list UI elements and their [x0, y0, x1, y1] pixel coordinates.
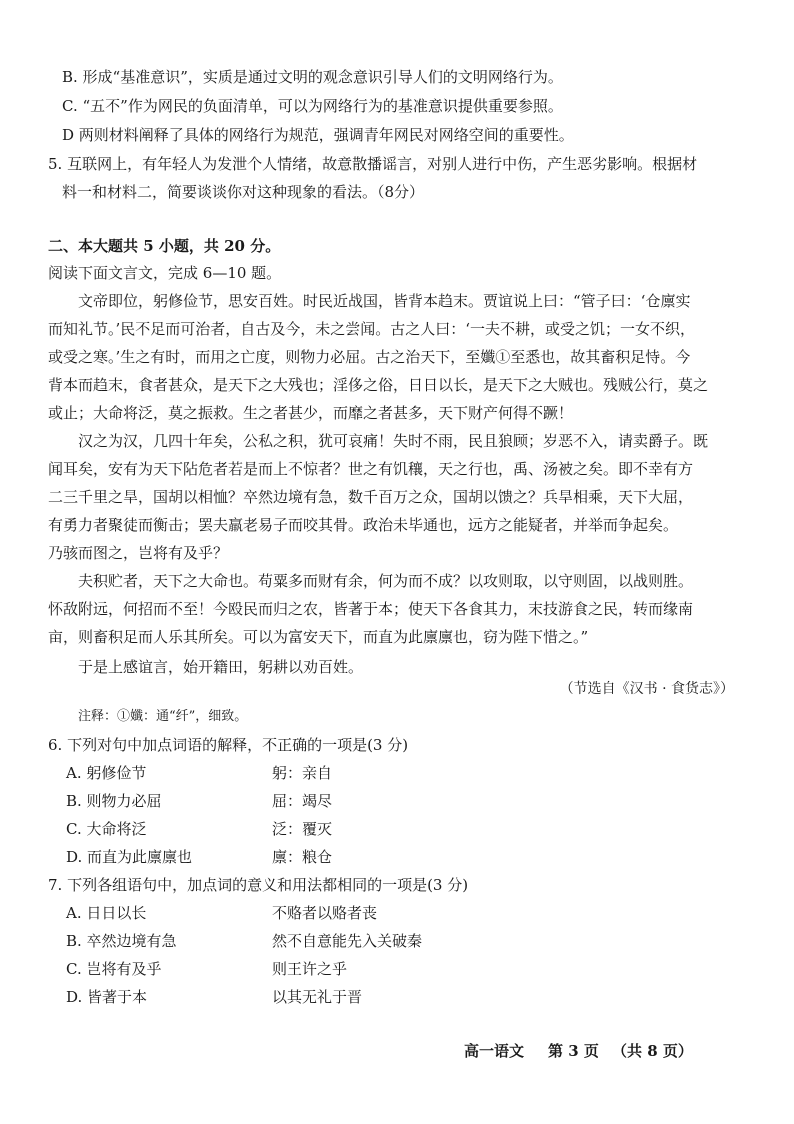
- passage-line: 有勇力者聚徒而衡击；罢夫羸老易子而咬其骨。政治未毕通也，远方之能疑者，并举而争起矣。: [48, 516, 679, 534]
- question-5-line-2: 料一和材料二，简要谈谈你对这种现象的看法。（8分）: [62, 183, 425, 201]
- question-6-gloss-b: 屈：竭尽: [272, 792, 333, 810]
- passage-line: 背本而趋末，食者甚众，是天下之大残也；淫侈之俗，日日以长，是天下之大贼也。残贼公行，莫之: [48, 376, 709, 394]
- footnote: 注释：①孅：通“纤”，细致。: [78, 709, 248, 724]
- footer-subject: 高一语文: [464, 1042, 525, 1060]
- question-6-option-d: D. 而直为此廪廪也: [66, 848, 193, 866]
- passage-line: 夫积贮者，天下之大命也。苟粟多而财有余，何为而不成？以攻则取，以守则固，以战则胜。: [78, 572, 694, 590]
- question-6-stem: 6. 下列对句中加点词语的解释，不正确的一项是(3 分): [48, 736, 409, 754]
- passage-line: 或受之寒。’生之有时，而用之亡度，则物力必屈。古之治天下，至孅①至悉也，故其畜积足恃。今: [48, 348, 691, 366]
- question-6-option-b: B. 则物力必屈: [66, 792, 162, 810]
- passage-source: （节选自《汉书 · 食货志》）: [559, 681, 734, 697]
- option-c-text: C. “五不”作为网民的负面清单，可以为网络行为的基准意识提供重要参照。: [62, 97, 563, 115]
- passage-line: 乃骇而图之，岂将有及乎？: [48, 544, 229, 562]
- passage-line: 或止；大命将泛，莫之振救。生之者甚少，而靡之者甚多，天下财产何得不蹶！: [48, 404, 574, 422]
- option-b-text: B. 形成“基准意识”，实质是通过文明的观念意识引导人们的文明网络行为。: [62, 68, 563, 86]
- question-7-option-d-right: 以其无礼于晋: [272, 988, 363, 1006]
- passage-line: 汉之为汉，几四十年矣，公私之积，犹可哀痛！失时不雨，民且狼顾；岁恶不入，请卖爵子。既: [78, 432, 709, 450]
- footer-page-number: 第 3 页: [548, 1042, 599, 1060]
- question-5-line-1: 5. 互联网上，有年轻人为发泄个人情绪，故意散播谣言，对别人进行中伤，产生恶劣影响。根据材: [48, 155, 698, 173]
- question-7-option-c-right: 则王许之乎: [272, 960, 348, 978]
- question-6-gloss-a: 躬：亲自: [272, 764, 333, 782]
- question-7-option-a-right: 不赂者以赂者丧: [272, 904, 378, 922]
- question-7-stem: 7. 下列各组语句中，加点词的意义和用法都相同的一项是(3 分): [48, 876, 469, 894]
- question-6-gloss-c: 泛：覆灭: [272, 820, 333, 838]
- passage-line: 于是上感谊言，始开籍田，躬耕以劝百姓。: [78, 658, 364, 676]
- question-7-option-d-left: D. 皆著于本: [66, 988, 148, 1006]
- question-7-option-c-left: C. 岂将有及乎: [66, 960, 162, 978]
- question-7-option-b-left: B. 卒然边境有急: [66, 932, 177, 950]
- passage-line: 亩，则畜积足而人乐其所矣。可以为富安天下，而直为此廪廪也，窃为陛下惜之。”: [48, 628, 589, 646]
- passage-line: 文帝即位，躬修俭节，思安百姓。时民近战国，皆背本趋末。贾谊说上曰：“管子曰：‘仓廪实: [78, 292, 691, 310]
- question-6-option-a: A. 躬修俭节: [66, 764, 147, 782]
- passage-line: 二三千里之旱，国胡以相恤？卒然边境有急，数千百万之众，国胡以馈之？兵旱相乘，天下大屈，: [48, 488, 694, 506]
- footer-total-pages: （共 8 页）: [612, 1042, 693, 1060]
- question-7-option-a-left: A. 日日以长: [66, 904, 147, 922]
- question-6-option-c: C. 大命将泛: [66, 820, 147, 838]
- passage-line: 而知礼节。’民不足而可治者，自古及今，未之尝闻。古之人曰：‘一夫不耕，或受之饥；一女不织，: [48, 320, 696, 338]
- question-7-option-b-right: 然不自意能先入关破秦: [272, 932, 423, 950]
- section-2-heading: 二、本大题共 5 小题，共 20 分。: [48, 237, 281, 255]
- question-6-gloss-d: 廪：粮仓: [272, 848, 333, 866]
- passage-line: 闻耳矣，安有为天下阽危者若是而上不惊者？世之有饥穰，天之行也，禹、汤被之矣。即不幸有方: [48, 460, 694, 478]
- section-2-instruction: 阅读下面文言文，完成 6—10 题。: [48, 264, 282, 282]
- option-d-text: D 两则材料阐释了具体的网络行为规范，强调青年网民对网络空间的重要性。: [62, 126, 574, 144]
- passage-line: 怀敌附远，何招而不至！今殴民而归之农，皆著于本；使天下各食其力，末技游食之民，转而缘南: [48, 600, 694, 618]
